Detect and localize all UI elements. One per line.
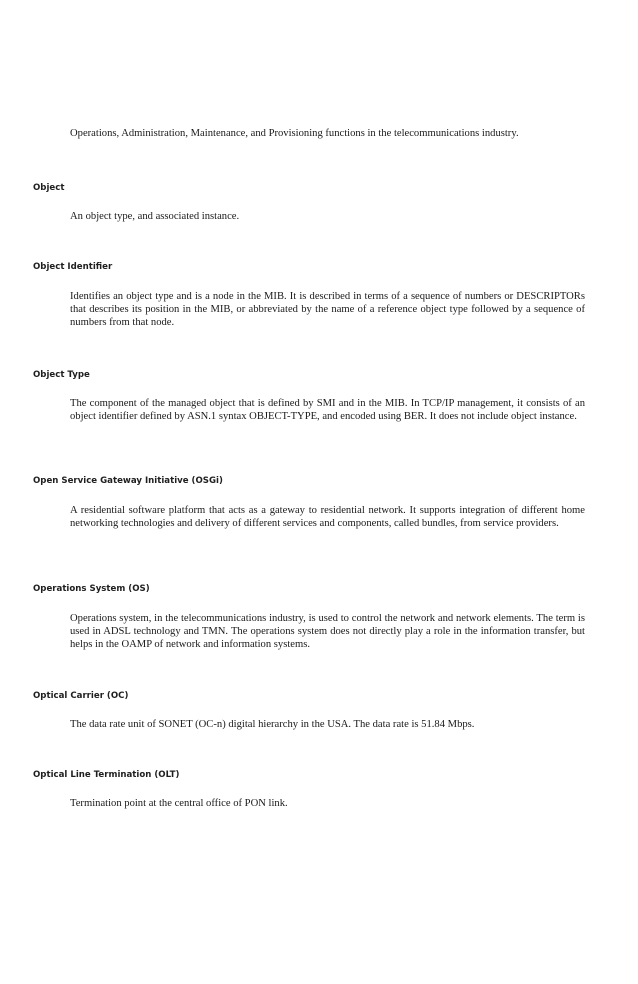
term-object-identifier: Object Identifier bbox=[33, 262, 113, 272]
definition-object-identifier: Identifies an object type and is a node in the MIB. It is described in terms of a sequence of numbers or DESCRIPTORs that describes its position in the MIB, or abbreviated by the name of a reference object type followed by a sequence of numbers from that node. bbox=[70, 291, 585, 329]
term-optical-line-termination: Optical Line Termination (OLT) bbox=[33, 770, 180, 780]
continued-definition: Operations, Administration, Maintenance, and Provisioning functions in the telecommunications industry. bbox=[70, 128, 519, 139]
definition-object-type: The component of the managed object that is defined by SMI and in the MIB. In TCP/IP management, it consists of an object identifier defined by ASN.1 syntax OBJECT-TYPE, and encoded using BER. It does not include object instance. bbox=[70, 398, 585, 423]
term-object: Object bbox=[33, 183, 65, 193]
term-operations-system: Operations System (OS) bbox=[33, 584, 150, 594]
definition-optical-carrier: The data rate unit of SONET (OC-n) digital hierarchy in the USA. The data rate is 51.84 Mbps. bbox=[70, 719, 475, 730]
definition-optical-line-termination: Termination point at the central office of PON link. bbox=[70, 798, 288, 809]
definition-osgi: A residential software platform that acts as a gateway to residential network. It supports integration of different home networking technologies and delivery of different services and components, called bundles, from service providers. bbox=[70, 505, 585, 530]
definition-operations-system: Operations system, in the telecommunications industry, is used to control the network and network elements. The term is used in ADSL technology and TMN. The operations system does not directly play a role in the information transfer, but helps in the OAMP of network and information systems. bbox=[70, 613, 585, 651]
term-optical-carrier: Optical Carrier (OC) bbox=[33, 691, 129, 701]
term-object-type: Object Type bbox=[33, 370, 90, 380]
definition-object: An object type, and associated instance. bbox=[70, 211, 240, 222]
term-osgi: Open Service Gateway Initiative (OSGi) bbox=[33, 476, 223, 486]
